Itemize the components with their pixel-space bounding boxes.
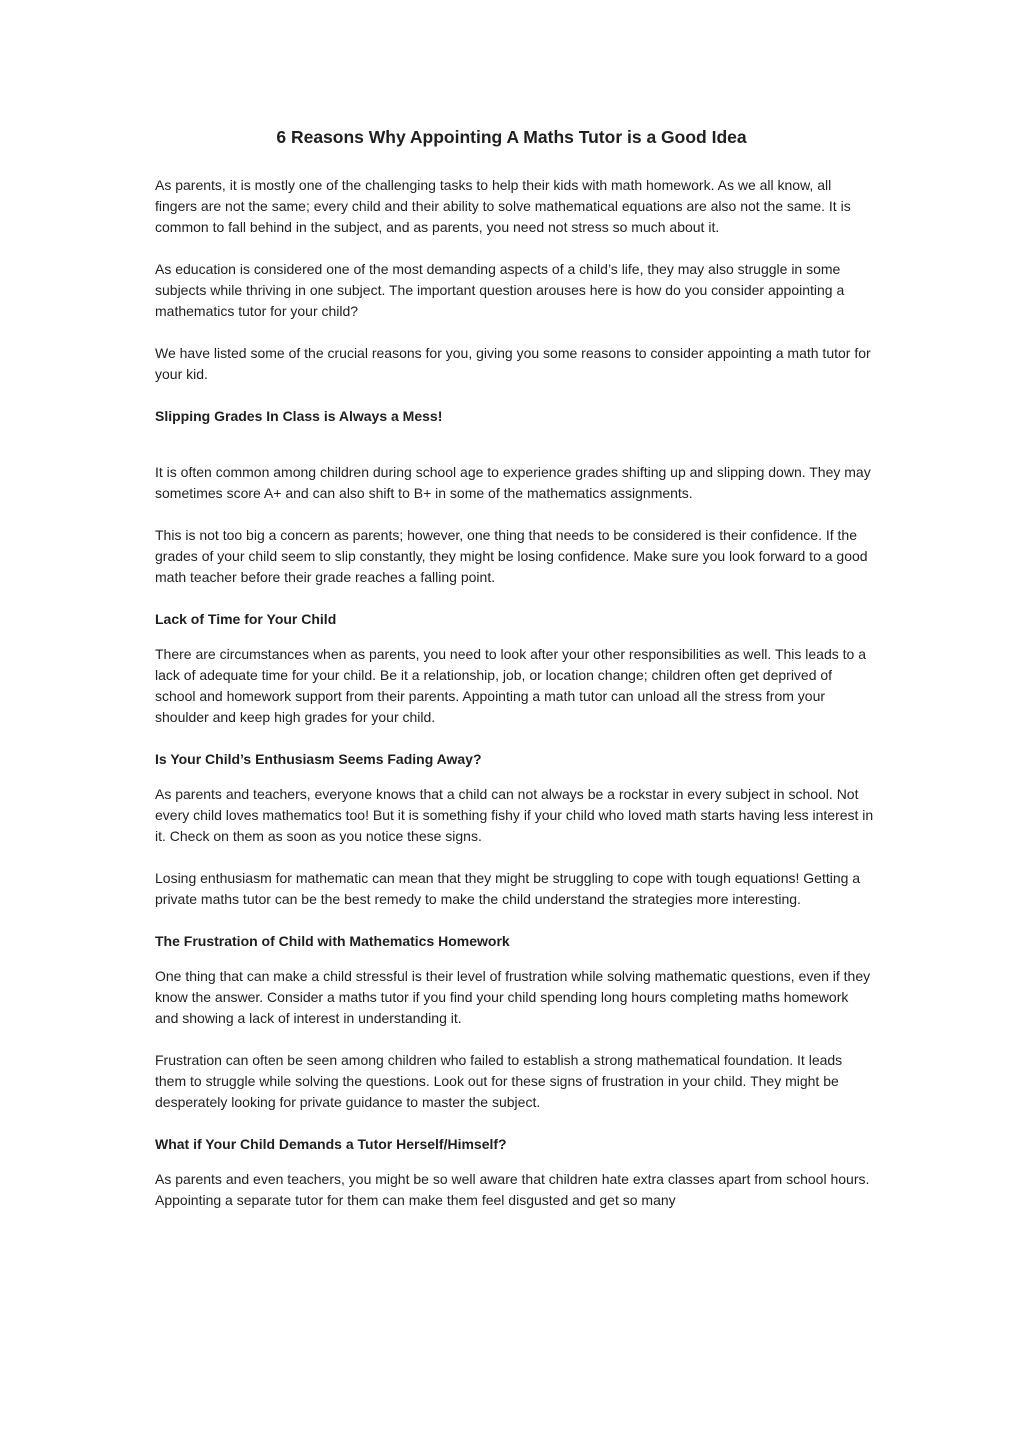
section-heading-child-demands-tutor: What if Your Child Demands a Tutor Herself/Himself? <box>155 1136 507 1152</box>
section-heading-slipping-grades: Slipping Grades In Class is Always a Mess! <box>155 408 443 424</box>
section-paragraph: Frustration can often be seen among children who failed to establish a strong mathematical foundation. It leads them to struggle while solving the questions. Look out for these signs of frustration in your child. They might be desperately looking for private guidance to master the subject. <box>155 1052 843 1110</box>
section-paragraph: Losing enthusiasm for mathematic can mean that they might be struggling to cope with tough equations! Getting a private maths tutor can be the best remedy to make the child understand the strategies more interesting. <box>155 870 861 907</box>
section-paragraph: This is not too big a concern as parents; however, one thing that needs to be considered is their confidence. If the grades of your child seem to slip constantly, they might be losing confidence. Make sure you look forward to a good math teacher before their grade reaches a falling point. <box>155 527 868 585</box>
section-paragraph: As parents and teachers, everyone knows that a child can not always be a rockstar in every subject in school. Not every child loves mathematics too! But it is something fishy if your child who loved math starts having less interest in it. Check on them as soon as you notice these signs. <box>155 786 874 844</box>
section-heading-enthusiasm: Is Your Child’s Enthusiasm Seems Fading Away? <box>155 751 482 767</box>
section-paragraph: There are circumstances when as parents, you need to look after your other responsibilities as well. This leads to a lack of adequate time for your child. Be it a relationship, job, or location change; children often get deprived of school and homework support from their parents. Appointing a math tutor can unload all the stress from your shoulder and keep high grades for your child. <box>155 646 866 725</box>
section-paragraph: As parents and even teachers, you might be so well aware that children hate extra classes apart from school hours. Appointing a separate tutor for them can make them feel disgusted and get so many <box>155 1171 870 1208</box>
intro-paragraph-2: As education is considered one of the most demanding aspects of a child’s life, they may also struggle in some subjects while thriving in one subject. The important question arouses here is how do you consider appointing a mathematics tutor for your child? <box>155 261 845 319</box>
page-title: 6 Reasons Why Appointing A Maths Tutor is a Good Idea <box>276 127 747 147</box>
section-heading-lack-of-time: Lack of Time for Your Child <box>155 611 337 627</box>
intro-paragraph-3: We have listed some of the crucial reasons for you, giving you some reasons to consider appointing a math tutor for your kid. <box>155 345 871 382</box>
document-body <box>155 175 875 1211</box>
section-paragraph: One thing that can make a child stressful is their level of frustration while solving mathematic questions, even if they know the answer. Consider a maths tutor if you find your child spending long hours completing maths homework and showing a lack of interest in understanding it. <box>155 968 871 1026</box>
section-paragraph: It is often common among children during school age to experience grades shifting up and slipping down. They may sometimes score A+ and can also shift to B+ in some of the mathematics assignments. <box>155 464 871 501</box>
intro-paragraph-1: As parents, it is mostly one of the challenging tasks to help their kids with math homework. As we all know, all fingers are not the same; every child and their ability to solve mathematical equations are also not the same. It is common to fall behind in the subject, and as parents, you need not stress so much about it. <box>155 177 851 235</box>
section-heading-frustration: The Frustration of Child with Mathematics Homework <box>155 933 510 949</box>
